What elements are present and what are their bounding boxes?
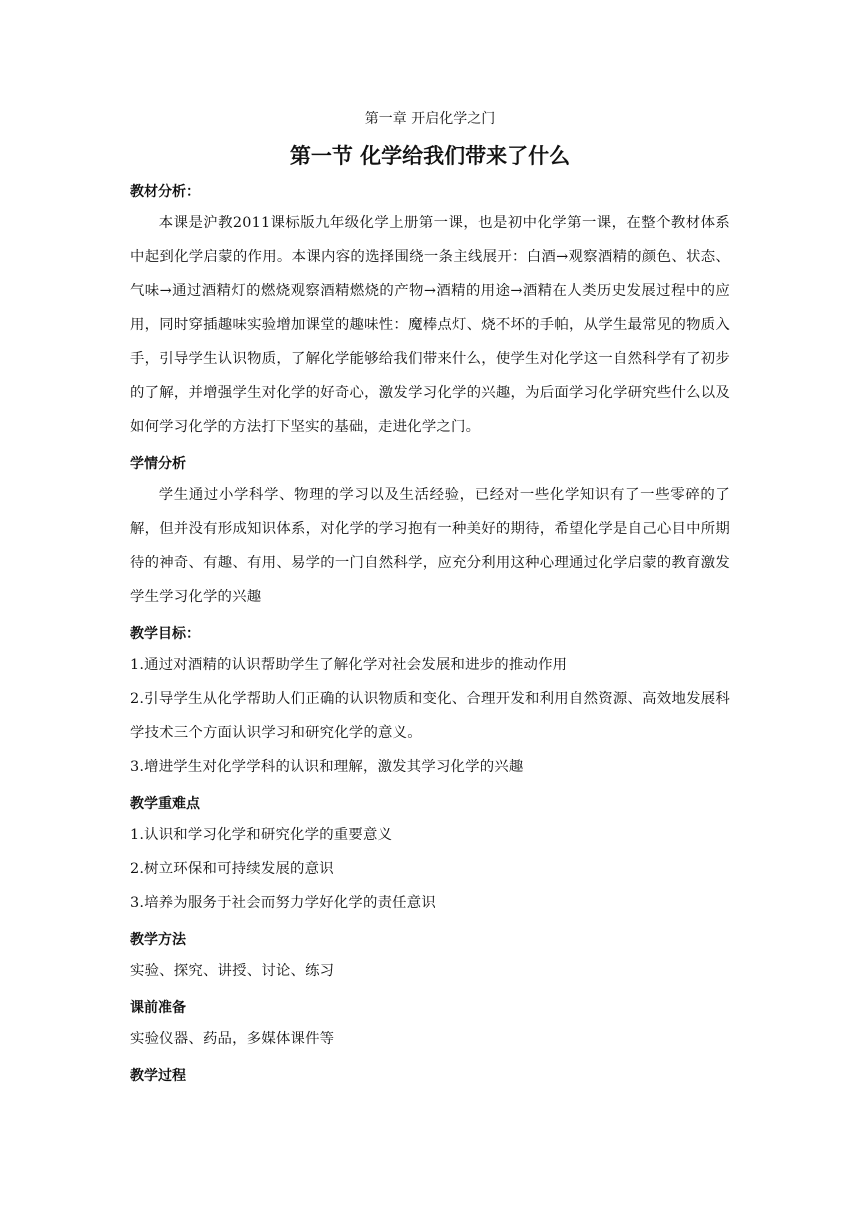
list-item: 实验、探究、讲授、讨论、练习 [130,963,335,979]
list-item: 2.引导学生从化学帮助人们正确的认识物质和变化、合理开发和利用自然资源、高效地发展科学技术三个方面认识学习和研究化学的意义。 [130,691,730,741]
teaching-process-section [130,1064,730,1088]
key-points-section [130,792,730,920]
document-page [130,108,730,1090]
preparation-section [130,996,730,1056]
list-item: 2.树立环保和可持续发展的意识 [130,861,334,877]
list-item: 3.增进学生对化学学科的认识和理解，激发其学习化学的兴趣 [130,759,524,775]
section-heading: 教材分析： [130,184,200,200]
student-analysis-section [130,452,730,614]
list-item: 实验仪器、药品，多媒体课件等 [130,1031,335,1047]
textbook-analysis-section [130,180,730,444]
section-heading: 教学方法 [130,932,186,948]
section-heading: 课前准备 [130,1000,186,1016]
section-heading: 学情分析 [130,456,186,472]
list-item: 1.认识和学习化学和研究化学的重要意义 [130,827,393,843]
chapter-title: 第一章 开启化学之门 [364,111,496,127]
list-item: 3.培养为服务于社会而努力学好化学的责任意识 [130,895,436,911]
section-heading: 教学目标： [130,626,200,642]
teaching-goals-section [130,622,730,784]
paragraph: 学生通过小学科学、物理的学习以及生活经验，已经对一些化学知识有了一些零碎的了解，但并没有形成知识体系，对化学的学习抱有一种美好的期待，希望化学是自己心目中所期待的神奇、有趣、有用、易学的一门自然科学，应充分利用这种心理通过化学启蒙的教育激发学生学习化学的兴趣 [130,487,730,605]
list-item: 1.通过对酒精的认识帮助学生了解化学对社会发展和进步的推动作用 [130,657,568,673]
teaching-methods-section [130,928,730,988]
paragraph: 本课是沪教2011课标版九年级化学上册第一课，也是初中化学第一课，在整个教材体系中起到化学启蒙的作用。本课内容的选择围绕一条主线展开：白酒→观察酒精的颜色、状态、气味→通过酒精灯的燃烧观察酒精燃烧的产物→酒精的用途→酒精在人类历史发展过程中的应用，同时穿插趣味实验增加课堂的趣味性：魔棒点灯、烧不坏的手帕，从学生最常见的物质入手，引导学生认识物质，了解化学能够给我们带来什么，使学生对化学这一自然科学有了初步的了解，并增强学生对化学的好奇心，激发学习化学的兴趣，为后面学习化学研究些什么以及如何学习化学的方法打下坚实的基础，走进化学之门。 [130,215,730,435]
section-heading: 教学过程 [130,1068,186,1084]
section-heading: 教学重难点 [130,796,200,812]
section-title: 第一节 化学给我们带来了什么 [289,144,571,168]
